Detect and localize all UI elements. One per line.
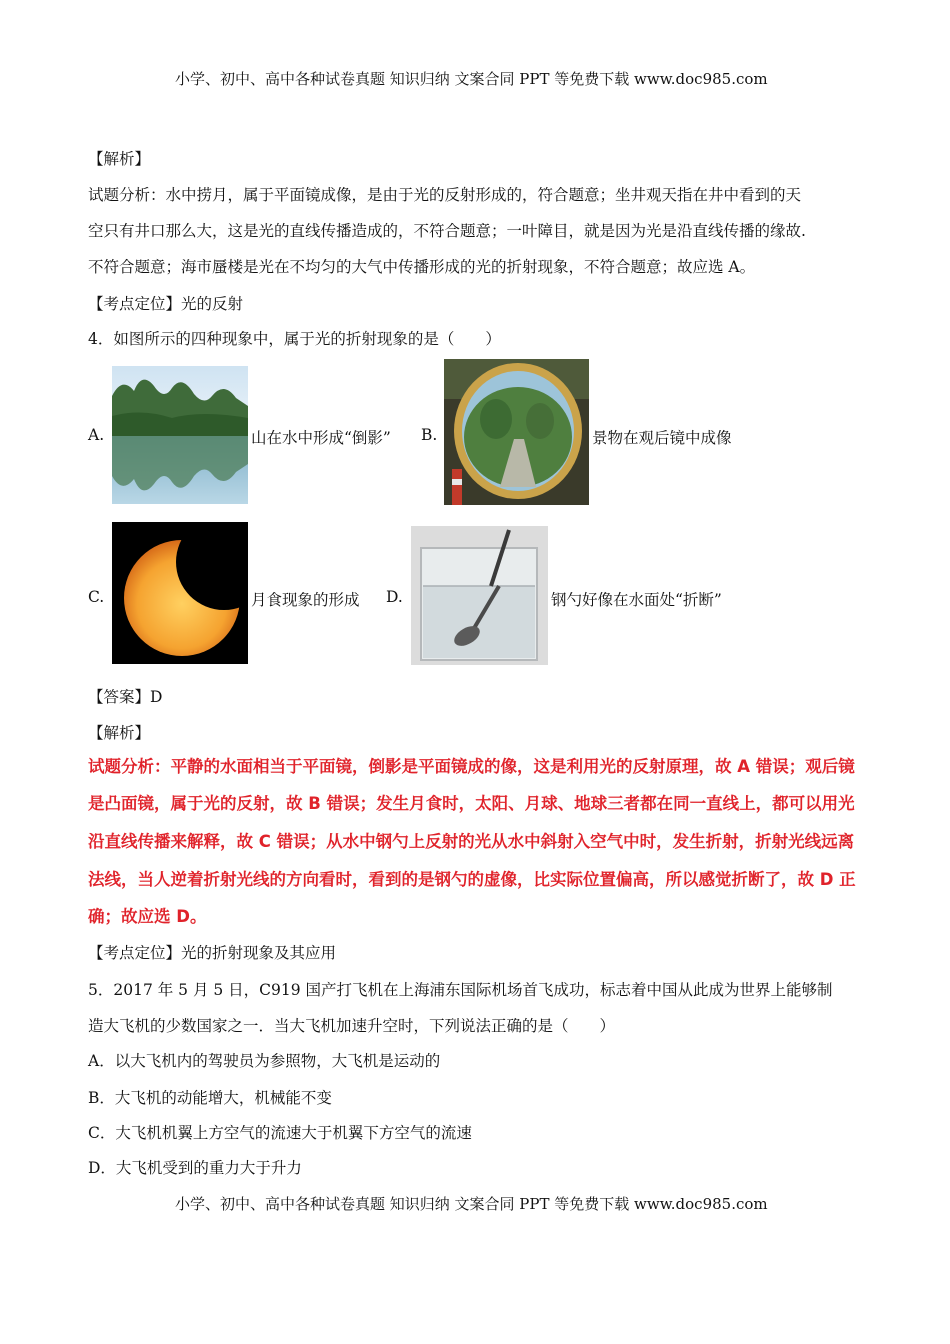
q4-analysis-line: 是凸面镜，属于光的反射，故 B 错误；发生月食时，太阳、月球、地球三者都在同一直线上，都可以用光	[88, 794, 855, 813]
q4-analysis-line: 沿直线传播来解释，故 C 错误；从水中钢勺上反射的光从水中斜射入空气中时，发生折射，折射光线远离	[88, 832, 855, 851]
q3-analysis-line: 空只有井口那么大，这是光的直线传播造成的，不符合题意；一叶障目，就是因为光是沿直线传播的缘故.	[88, 222, 806, 240]
q4-option-b-text: 景物在观后镜中成像	[592, 429, 732, 447]
q4-question: 4．如图所示的四种现象中，属于光的折射现象的是（ ）	[88, 330, 501, 348]
q3-analysis-line: 不符合题意；海市蜃楼是光在不均匀的大气中传播形成的光的折射现象，不符合题意；故应选 A。	[88, 258, 756, 276]
image-spoon-in-water	[411, 526, 548, 665]
q4-option-b-letter: B.	[421, 426, 438, 444]
q5-option: A．以大飞机内的驾驶员为参照物，大飞机是运动的	[88, 1052, 441, 1070]
q5-option: D．大飞机受到的重力大于升力	[88, 1159, 302, 1177]
q3-analysis-line: 试题分析：水中捞月，属于平面镜成像，是由于光的反射形成的，符合题意；坐井观天指在井中看到的天	[88, 186, 802, 204]
q3-analysis-label: 【解析】	[88, 150, 151, 168]
image-mountain-reflection	[112, 366, 248, 504]
q4-option-a-letter: A.	[88, 426, 105, 444]
q3-kaodian: 【考点定位】光的反射	[88, 295, 244, 313]
q5-option: B．大飞机的动能增大，机械能不变	[88, 1089, 332, 1107]
q4-analysis-line: 试题分析：平静的水面相当于平面镜，倒影是平面镜成的像，这是利用光的反射原理，故 A 错误；观后镜	[88, 757, 855, 776]
q4-kaodian: 【考点定位】光的折射现象及其应用	[88, 944, 337, 962]
q5-option: C．大飞机机翼上方空气的流速大于机翼下方空气的流速	[88, 1124, 472, 1142]
page-footer: 小学、初中、高中各种试卷真题 知识归纳 文案合同 PPT 等免费下载 www.doc985.com	[175, 1195, 768, 1213]
q4-option-d-text: 钢勺好像在水面处“折断”	[551, 591, 722, 609]
q5-question-line: 造大飞机的少数国家之一．当大飞机加速升空时，下列说法正确的是（ ）	[88, 1017, 616, 1035]
q4-analysis-line: 法线，当人逆着折射光线的方向看时，看到的是钢勺的虚像，比实际位置偏高，所以感觉折断了，故 D 正	[88, 870, 856, 889]
q4-answer: 【答案】D	[88, 688, 163, 706]
q4-analysis-label: 【解析】	[88, 724, 151, 742]
image-convex-mirror	[444, 359, 589, 505]
image-partial-eclipse	[112, 522, 248, 664]
q5-question-line: 5．2017 年 5 月 5 日，C919 国产打飞机在上海浦东国际机场首飞成功，标志着中国从此成为世界上能够制	[88, 981, 833, 999]
page-header: 小学、初中、高中各种试卷真题 知识归纳 文案合同 PPT 等免费下载 www.doc985.com	[175, 70, 768, 88]
q4-option-a-text: 山在水中形成“倒影”	[251, 429, 391, 447]
q4-option-d-letter: D.	[386, 588, 403, 606]
q4-option-c-letter: C.	[88, 588, 105, 606]
q4-option-c-text: 月食现象的形成	[251, 591, 360, 609]
q4-analysis-line: 确；故应选 D。	[88, 907, 207, 926]
